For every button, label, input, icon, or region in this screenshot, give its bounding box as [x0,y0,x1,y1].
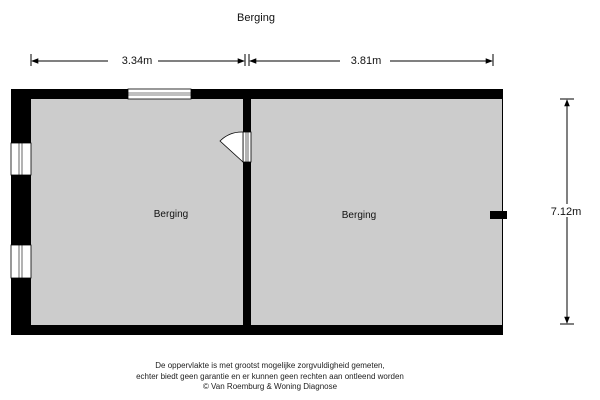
room-floor-right [251,99,502,325]
room-label-right: Berging [341,210,377,221]
dimension-height [542,99,588,324]
disclaimer-line-1: De oppervlakte is met grootst mogelijke zorgvuldigheid gemeten, [155,361,385,370]
disclaimer-line-2: echter biedt geen garantie en er kunnen geen rechten aan ontleend worden [136,371,404,381]
window-left-lower [11,245,31,278]
disclaimer [0,361,540,393]
dimension-width-right [249,54,493,67]
dimension-width-right-label: 3.81m [350,55,382,67]
wall-fixture [490,211,507,219]
window-top [128,89,191,99]
dimension-width-left-label: 3.34m [121,55,153,67]
window-left-upper [11,143,31,175]
room-floor-left [31,99,243,325]
plan-title: Berging [237,12,275,24]
room-label-left: Berging [153,209,189,220]
dimension-height-label: 7.12m [550,206,582,218]
disclaimer-line-3: © Van Roemburg & Woning Diagnose [202,382,338,391]
dimension-width-left [31,54,245,67]
